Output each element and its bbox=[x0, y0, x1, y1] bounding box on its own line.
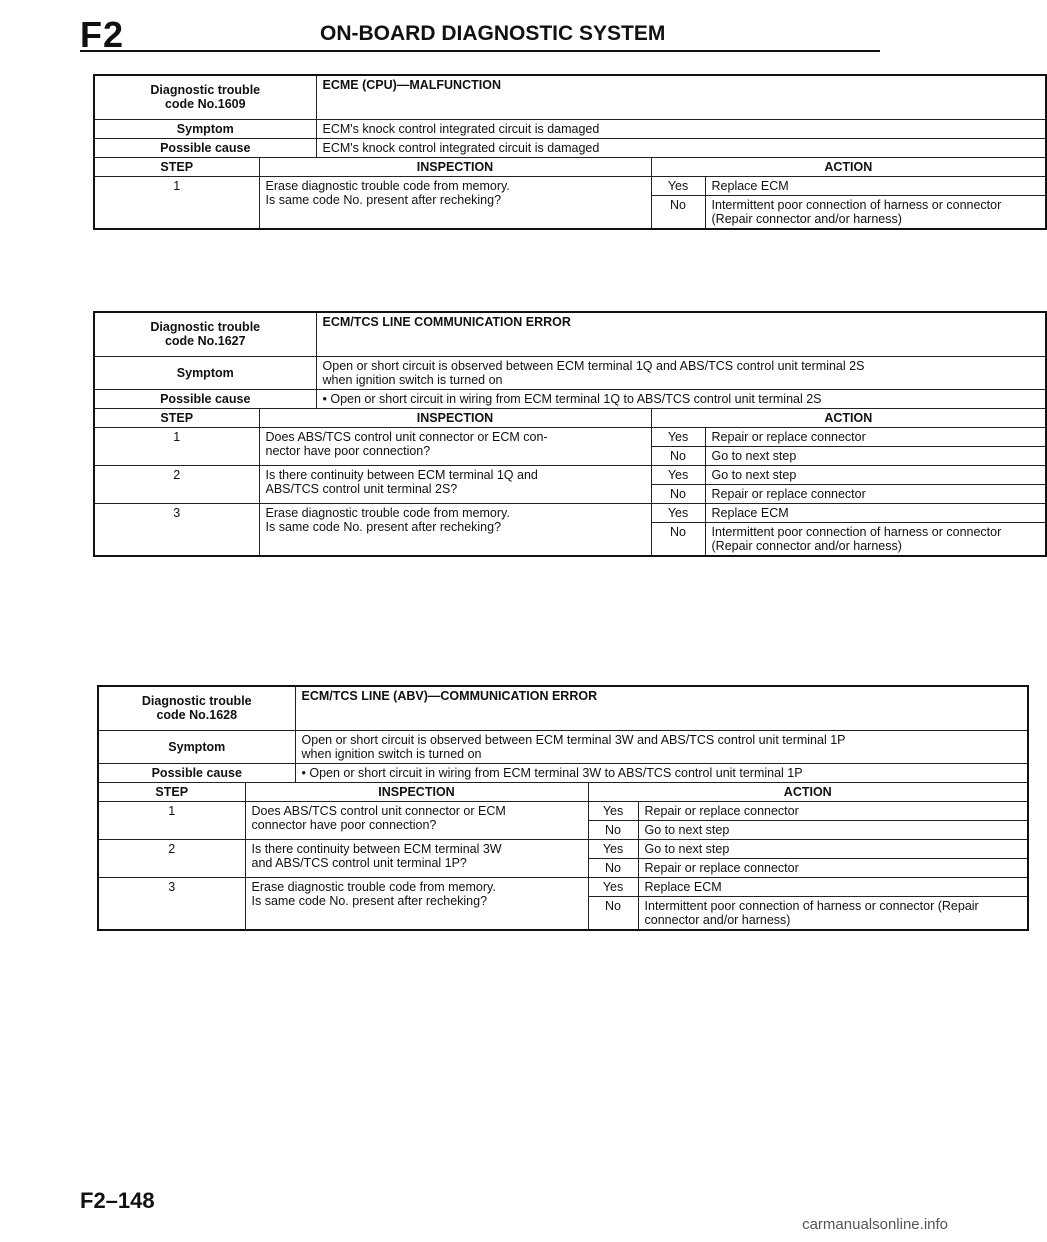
cause-text bbox=[295, 763, 1028, 782]
no-label: No bbox=[588, 858, 638, 877]
watermark-link[interactable]: carmanualsonline.info bbox=[802, 1216, 948, 1233]
yes-action-line: Go to next step bbox=[711, 467, 797, 482]
no-label: No bbox=[588, 820, 638, 839]
yes-label: Yes bbox=[588, 839, 638, 858]
yes-action bbox=[638, 839, 1028, 858]
inspection-header: INSPECTION bbox=[259, 157, 651, 176]
dtc-label bbox=[94, 75, 316, 119]
step-number: 1 bbox=[94, 427, 259, 465]
step-inspection-line: Is there continuity between ECM terminal 1Q and bbox=[265, 467, 538, 482]
step-inspection-line: Is same code No. present after recheking? bbox=[265, 519, 502, 534]
dtc-table bbox=[93, 311, 1047, 557]
no-action bbox=[705, 484, 1046, 503]
dtc-label-line: code No.1628 bbox=[156, 708, 238, 723]
symptom-label: Symptom bbox=[94, 119, 316, 138]
action-header: ACTION bbox=[588, 782, 1028, 801]
no-label: No bbox=[651, 484, 705, 503]
symptom-text-line: when ignition switch is turned on bbox=[322, 372, 503, 387]
yes-action-line: Replace ECM bbox=[644, 879, 722, 894]
no-action bbox=[638, 820, 1028, 839]
step-header: STEP bbox=[94, 157, 259, 176]
symptom-label: Symptom bbox=[98, 730, 295, 763]
no-action-line: Intermittent poor connection of harness or connector bbox=[711, 197, 1002, 212]
step-row bbox=[94, 176, 1046, 195]
cause-text-value: ECM's knock control integrated circuit is damaged bbox=[322, 140, 600, 155]
cause-text bbox=[316, 138, 1046, 157]
step-inspection-line: nector have poor connection? bbox=[265, 443, 431, 458]
step-number: 2 bbox=[94, 465, 259, 503]
cause-label: Possible cause bbox=[94, 138, 316, 157]
yes-action-line: Repair or replace connector bbox=[644, 803, 799, 818]
dtc-label-line: Diagnostic trouble bbox=[141, 694, 252, 709]
no-label: No bbox=[651, 522, 705, 556]
step-inspection-line: Is same code No. present after recheking? bbox=[251, 893, 488, 908]
step-number: 2 bbox=[98, 839, 245, 877]
step-inspection-line: Is same code No. present after recheking? bbox=[265, 192, 502, 207]
step-inspection bbox=[259, 427, 651, 465]
no-action-line: (Repair connector and/or harness) bbox=[711, 211, 902, 226]
step-row bbox=[94, 427, 1046, 446]
no-action bbox=[705, 195, 1046, 229]
dtc-table bbox=[93, 74, 1047, 230]
step-inspection bbox=[245, 801, 588, 839]
no-action-line: Go to next step bbox=[644, 822, 730, 837]
yes-action bbox=[705, 176, 1046, 195]
no-action bbox=[705, 446, 1046, 465]
yes-action-line: Replace ECM bbox=[711, 505, 789, 520]
step-inspection bbox=[245, 877, 588, 930]
step-inspection-line: Does ABS/TCS control unit connector or ECM con- bbox=[265, 429, 548, 444]
step-row bbox=[98, 801, 1028, 820]
yes-action bbox=[638, 801, 1028, 820]
step-number: 1 bbox=[98, 801, 245, 839]
step-header: STEP bbox=[98, 782, 245, 801]
symptom-text bbox=[295, 730, 1028, 763]
inspection-header: INSPECTION bbox=[245, 782, 588, 801]
step-number: 3 bbox=[98, 877, 245, 930]
no-action-line: (Repair connector and/or harness) bbox=[711, 538, 902, 553]
yes-label: Yes bbox=[651, 465, 705, 484]
step-inspection bbox=[259, 465, 651, 503]
yes-action-line: Replace ECM bbox=[711, 178, 789, 193]
step-number: 1 bbox=[94, 176, 259, 229]
cause-text-value: • Open or short circuit in wiring from ECM terminal 3W to ABS/TCS control unit terminal 1P bbox=[302, 766, 803, 780]
dtc-table bbox=[97, 685, 1029, 931]
yes-label: Yes bbox=[651, 176, 705, 195]
yes-action bbox=[705, 427, 1046, 446]
symptom-text-line: ECM's knock control integrated circuit is damaged bbox=[322, 121, 600, 136]
step-inspection-line: connector have poor connection? bbox=[251, 817, 437, 832]
cause-text bbox=[316, 389, 1046, 408]
page-title: ON-BOARD DIAGNOSTIC SYSTEM bbox=[320, 22, 666, 45]
step-inspection-line: Does ABS/TCS control unit connector or ECM bbox=[251, 803, 506, 818]
step-inspection-line: Erase diagnostic trouble code from memory. bbox=[251, 879, 496, 894]
step-inspection bbox=[245, 839, 588, 877]
cause-text-value: • Open or short circuit in wiring from ECM terminal 1Q to ABS/TCS control unit terminal 2S bbox=[323, 392, 822, 406]
no-action-line: Go to next step bbox=[711, 448, 797, 463]
yes-action-line: Repair or replace connector bbox=[711, 429, 866, 444]
yes-action bbox=[705, 503, 1046, 522]
no-action-line: Repair or replace connector bbox=[711, 486, 866, 501]
yes-action-line: Go to next step bbox=[644, 841, 730, 856]
yes-label: Yes bbox=[651, 427, 705, 446]
step-row bbox=[94, 503, 1046, 522]
step-row bbox=[94, 465, 1046, 484]
no-action bbox=[638, 858, 1028, 877]
inspection-header: INSPECTION bbox=[259, 408, 651, 427]
header-rule bbox=[80, 50, 880, 52]
dtc-title: ECM/TCS LINE COMMUNICATION ERROR bbox=[316, 312, 1046, 356]
step-inspection-line: Erase diagnostic trouble code from memory. bbox=[265, 178, 510, 193]
dtc-label-line: code No.1609 bbox=[164, 97, 246, 112]
dtc-title: ECM/TCS LINE (ABV)—COMMUNICATION ERROR bbox=[295, 686, 1028, 730]
symptom-text-line: when ignition switch is turned on bbox=[301, 746, 482, 761]
no-action bbox=[638, 896, 1028, 930]
symptom-text bbox=[316, 119, 1046, 138]
page-number: F2–148 bbox=[80, 1188, 155, 1213]
symptom-label: Symptom bbox=[94, 356, 316, 389]
step-inspection-line: ABS/TCS control unit terminal 2S? bbox=[265, 481, 458, 496]
action-header: ACTION bbox=[651, 157, 1046, 176]
step-inspection-line: Is there continuity between ECM terminal 3W bbox=[251, 841, 502, 856]
symptom-text bbox=[316, 356, 1046, 389]
yes-action bbox=[638, 877, 1028, 896]
yes-label: Yes bbox=[588, 877, 638, 896]
no-action-line: connector and/or harness) bbox=[644, 912, 791, 927]
step-inspection bbox=[259, 176, 651, 229]
step-inspection-line: and ABS/TCS control unit terminal 1P? bbox=[251, 855, 467, 870]
no-label: No bbox=[651, 195, 705, 229]
action-header: ACTION bbox=[651, 408, 1046, 427]
no-label: No bbox=[651, 446, 705, 465]
step-number: 3 bbox=[94, 503, 259, 556]
dtc-label bbox=[98, 686, 295, 730]
step-inspection-line: Erase diagnostic trouble code from memory. bbox=[265, 505, 510, 520]
step-row bbox=[98, 839, 1028, 858]
no-action-line: Repair or replace connector bbox=[644, 860, 799, 875]
yes-label: Yes bbox=[588, 801, 638, 820]
cause-label: Possible cause bbox=[98, 763, 295, 782]
no-label: No bbox=[588, 896, 638, 930]
step-row bbox=[98, 877, 1028, 896]
section-code: F2 bbox=[80, 14, 125, 55]
dtc-title: ECME (CPU)—MALFUNCTION bbox=[316, 75, 1046, 119]
dtc-label bbox=[94, 312, 316, 356]
symptom-text-line: Open or short circuit is observed between ECM terminal 3W and ABS/TCS control unit terminal 1P bbox=[301, 732, 846, 747]
yes-label: Yes bbox=[651, 503, 705, 522]
dtc-label-line: code No.1627 bbox=[164, 334, 246, 349]
no-action-line: Intermittent poor connection of harness or connector bbox=[711, 524, 1002, 539]
dtc-label-line: Diagnostic trouble bbox=[150, 83, 261, 98]
step-inspection bbox=[259, 503, 651, 556]
yes-action bbox=[705, 465, 1046, 484]
cause-label: Possible cause bbox=[94, 389, 316, 408]
symptom-text-line: Open or short circuit is observed between ECM terminal 1Q and ABS/TCS control unit terminal 2S bbox=[322, 358, 865, 373]
no-action bbox=[705, 522, 1046, 556]
dtc-label-line: Diagnostic trouble bbox=[150, 320, 261, 335]
step-header: STEP bbox=[94, 408, 259, 427]
no-action-line: Intermittent poor connection of harness or connector (Repair bbox=[644, 898, 979, 913]
